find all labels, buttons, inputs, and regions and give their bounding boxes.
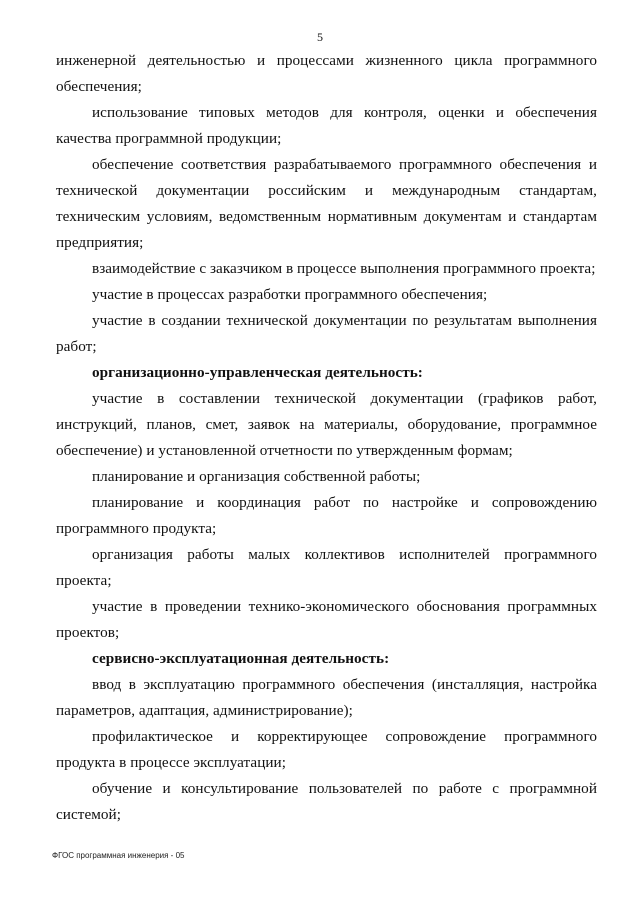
page-footer: ФГОС программная инженерия - 05: [52, 851, 185, 860]
paragraph: использование типовых методов для контроля, оценки и обеспечения качества программной продукции;: [56, 104, 597, 147]
paragraph: участие в процессах разработки программного обеспечения;: [92, 286, 488, 303]
paragraph: обучение и консультирование пользователей по работе с программной системой;: [56, 780, 597, 823]
section-heading: организационно-управленческая деятельность:: [92, 364, 423, 381]
body-text: [56, 48, 597, 828]
paragraph: планирование и координация работ по настройке и сопровождению программного продукта;: [56, 494, 597, 537]
paragraph: инженерной деятельностью и процессами жизненного цикла программного обеспечения;: [56, 52, 597, 95]
page-number: 5: [317, 30, 323, 44]
paragraph: участие в проведении технико-экономического обоснования программных проектов;: [56, 598, 597, 641]
paragraph: ввод в эксплуатацию программного обеспечения (инсталляция, настройка параметров, адаптация, администрирование);: [56, 676, 597, 719]
paragraph: взаимодействие с заказчиком в процессе выполнения программного проекта;: [92, 260, 596, 277]
paragraph: участие в составлении технической документации (графиков работ, инструкций, планов, смет, заявок на материалы, оборудование, программное обеспечение) и установленной отчетности по утвержденным формам;: [56, 390, 597, 459]
paragraph: планирование и организация собственной работы;: [92, 468, 421, 485]
section-heading: сервисно-эксплуатационная деятельность:: [92, 650, 390, 667]
paragraph: участие в создании технической документации по результатам выполнения работ;: [56, 312, 597, 355]
paragraph: организация работы малых коллективов исполнителей программного проекта;: [56, 546, 597, 589]
paragraph: обеспечение соответствия разрабатываемого программного обеспечения и технической документации российским и международным стандартам, техническим условиям, ведомственным нормативным документам и стандартам предприятия;: [56, 156, 597, 251]
paragraph: профилактическое и корректирующее сопровождение программного продукта в процессе эксплуатации;: [56, 728, 597, 771]
